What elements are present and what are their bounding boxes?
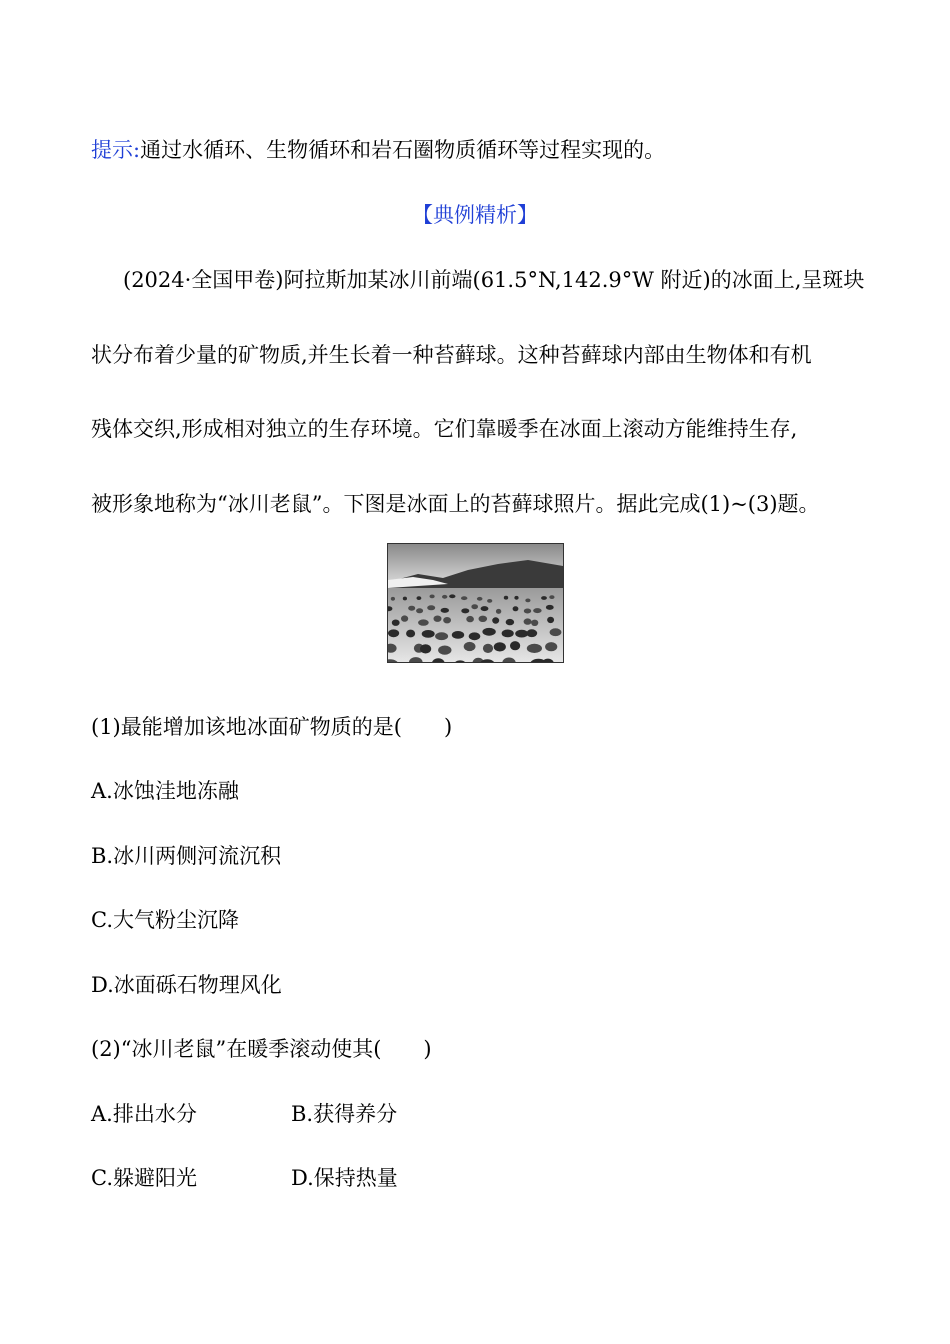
moss-ball <box>514 596 518 600</box>
moss-ball <box>479 616 488 622</box>
moss-ball <box>427 605 435 610</box>
moss-ball <box>531 620 538 626</box>
moss-ball <box>469 632 481 640</box>
moss-ball <box>430 595 435 599</box>
moss-ball <box>526 629 537 637</box>
hint-label: 提示: <box>91 138 141 162</box>
moss-ball <box>533 608 541 613</box>
moss-ball <box>524 618 532 624</box>
moss-ball <box>494 642 506 651</box>
moss-ball <box>441 608 449 613</box>
moss-ball <box>422 630 435 638</box>
hint-text: 通过水循环、生物循环和岩石圈物质循环等过程实现的。 <box>140 138 666 162</box>
moss-ball <box>443 617 451 623</box>
moss-ball <box>502 630 514 638</box>
passage-line-2: 状分布着少量的矿物质,并生长着一种苔藓球。这种苔藓球内部由生物体和有机 <box>91 343 812 367</box>
moss-ball-photo-graphic <box>388 544 563 662</box>
moss-ball <box>461 608 469 613</box>
moss-ball <box>550 628 562 636</box>
moss-ball <box>546 605 554 610</box>
moss-ball <box>525 599 530 603</box>
moss-ball <box>487 599 492 603</box>
moss-ball <box>483 644 493 653</box>
moss-ball <box>506 619 514 625</box>
q1-option-a: A.冰蚀洼地冻融 <box>91 779 239 803</box>
moss-ball <box>541 596 547 600</box>
section-title: 【典例精析】 <box>412 203 538 227</box>
moss-ball <box>408 606 415 611</box>
moss-ball <box>392 620 400 626</box>
moss-ball <box>513 606 519 611</box>
moss-ball <box>515 630 528 638</box>
moss-ball <box>420 644 431 653</box>
moss-ball <box>442 595 447 599</box>
moss-ball <box>477 597 483 601</box>
moss-ball <box>417 596 422 600</box>
moss-ball <box>391 597 395 601</box>
passage-line-3: 残体交织,形成相对独立的生存环境。它们靠暖季在冰面上滚动方能维持生存, <box>91 417 798 441</box>
moss-ball <box>461 596 467 600</box>
moss-ball <box>403 597 407 601</box>
moss-ball <box>406 630 415 638</box>
q1-option-b: B.冰川两侧河流沉积 <box>91 844 282 868</box>
q2-option-c: C.躲避阳光 <box>91 1166 197 1190</box>
passage-line-4: 被形象地称为“冰川老鼠”。下图是冰面上的苔藓球照片。据此完成(1)~(3)题。 <box>91 492 820 516</box>
moss-ball <box>388 629 399 637</box>
moss-ball <box>492 617 499 623</box>
q2-option-b: B.获得养分 <box>291 1102 398 1126</box>
q1-stem: (1)最能增加该地冰面矿物质的是( ) <box>91 715 453 739</box>
passage-line-1: (2024·全国甲卷)阿拉斯加某冰川前端(61.5°N,142.9°W 附近)的冰面上,呈斑块 <box>123 268 865 292</box>
hint-line <box>91 136 665 164</box>
moss-ball <box>434 616 442 622</box>
moss-ball <box>549 595 554 599</box>
moss-ball <box>496 609 501 614</box>
moss-ball <box>482 628 495 636</box>
moss-ball <box>504 596 508 600</box>
moss-ball <box>481 606 489 611</box>
q1-option-d: D.冰面砾石物理风化 <box>91 973 282 997</box>
moss-ball <box>452 631 464 639</box>
moss-ball <box>435 632 448 640</box>
moss-ball <box>524 609 531 614</box>
moss-ball-photo <box>387 543 564 663</box>
moss-ball <box>416 608 423 613</box>
q2-option-a: A.排出水分 <box>91 1102 197 1126</box>
q1-option-c: C.大气粉尘沉降 <box>91 908 239 932</box>
moss-ball <box>464 642 476 651</box>
q2-option-d: D.保持热量 <box>291 1166 398 1190</box>
moss-ball <box>510 641 520 650</box>
moss-ball <box>471 604 478 609</box>
moss-ball <box>545 642 557 651</box>
moss-ball <box>438 646 451 655</box>
moss-ball <box>401 615 408 621</box>
q2-stem: (2)“冰川老鼠”在暖季滚动使其( ) <box>91 1037 432 1061</box>
moss-ball <box>418 619 429 625</box>
moss-ball <box>466 616 474 622</box>
moss-ball <box>449 594 455 598</box>
moss-ball <box>547 617 554 623</box>
moss-ball <box>527 644 542 653</box>
